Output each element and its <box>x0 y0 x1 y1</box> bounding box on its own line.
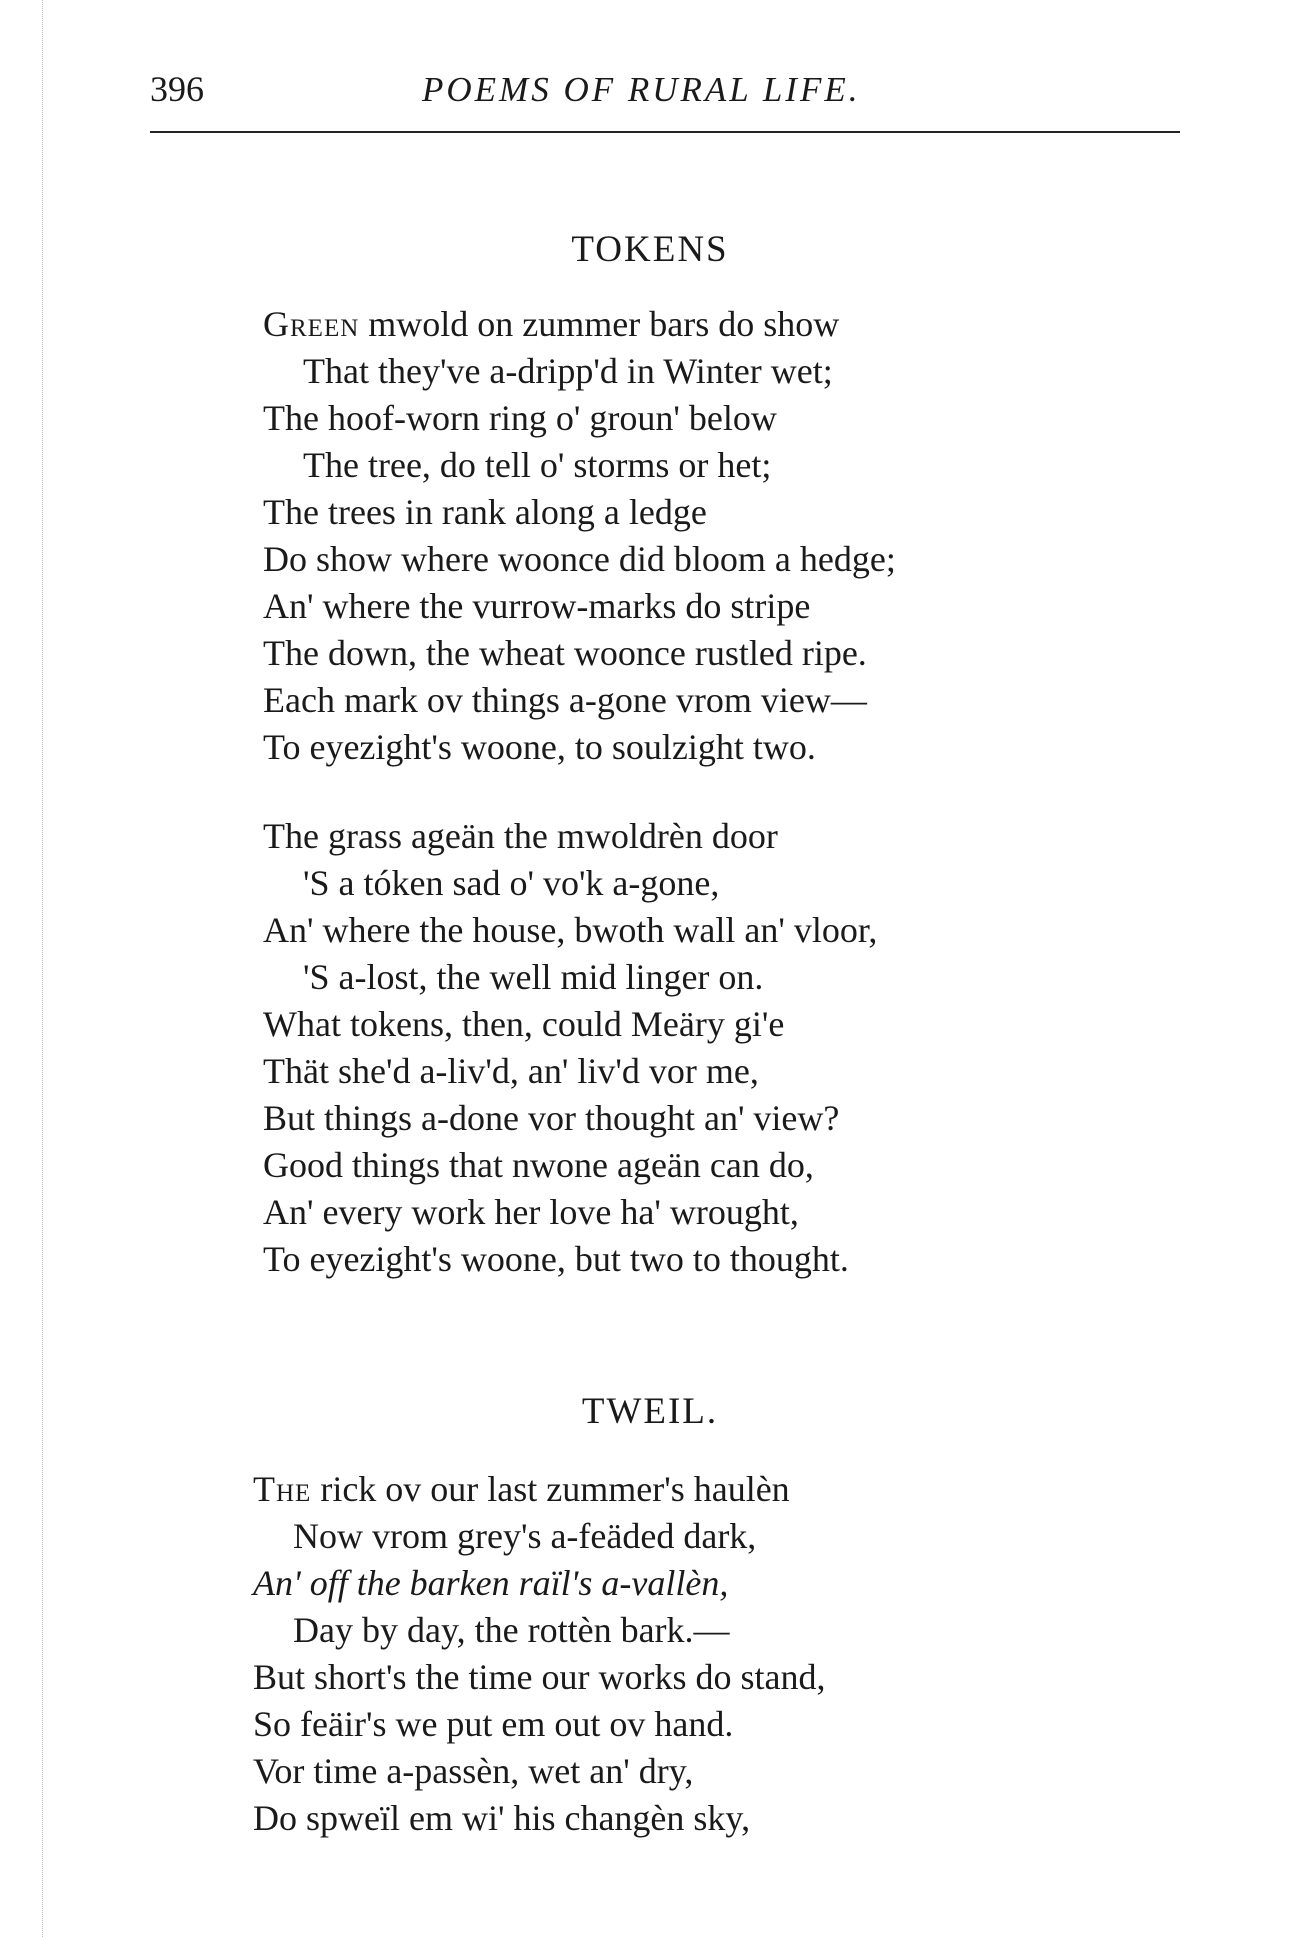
verse-line: The hoof-worn ring o' groun' below <box>263 398 777 438</box>
page-header <box>150 68 1180 128</box>
poem-title-tokens: TOKENS <box>571 229 729 270</box>
verse-line: The rick ov our last zummer's haulèn <box>253 1469 790 1509</box>
verse-line: Do spweïl em wi' his changèn sky, <box>253 1798 751 1838</box>
opening-word: Green <box>263 304 360 344</box>
verse-line: An' off the barken raïl's a-vallèn, <box>253 1563 729 1603</box>
verse-line: Vor time a-passèn, wet an' dry, <box>253 1751 694 1791</box>
verse-line: An' where the house, bwoth wall an' vloor, <box>263 910 878 950</box>
verse-line: 'S a tóken sad o' vo'k a-gone, <box>303 863 720 903</box>
verse-line: 'S a-lost, the well mid linger on. <box>303 957 764 997</box>
verse-line: Day by day, the rottèn bark.— <box>293 1610 730 1650</box>
header-rule <box>150 131 1180 133</box>
page-number: 396 <box>150 69 204 109</box>
verse-line: But things a-done vor thought an' view? <box>263 1098 840 1138</box>
opening-word: The <box>253 1469 312 1509</box>
verse-line: So feäir's we put em out ov hand. <box>253 1704 734 1744</box>
verse-line: The tree, do tell o' storms or het; <box>303 445 772 485</box>
running-title: POEMS OF RURAL LIFE. <box>422 70 861 109</box>
verse-line: Good things that nwone ageän can do, <box>263 1145 814 1185</box>
verse-line: Green mwold on zummer bars do show <box>263 304 840 344</box>
verse-line: An' every work her love ha' wrought, <box>263 1192 799 1232</box>
verse-line: What tokens, then, could Meäry gi'e <box>263 1004 785 1044</box>
verse-line: An' where the vurrow-marks do stripe <box>263 586 811 626</box>
verse-line: Each mark ov things a-gone vrom view— <box>263 680 867 720</box>
verse-line: That they've a-dripp'd in Winter wet; <box>303 351 833 391</box>
verse-line: The grass ageän the mwoldrèn door <box>263 816 778 856</box>
verse-line: To eyezight's woone, to soulzight two. <box>263 727 816 767</box>
verse-line: But short's the time our works do stand, <box>253 1657 826 1697</box>
binding-gutter-line <box>42 0 43 1937</box>
verse-line: Thät she'd a-liv'd, an' liv'd vor me, <box>263 1051 759 1091</box>
verse-line: Now vrom grey's a-feäded dark, <box>293 1516 757 1556</box>
verse-line: To eyezight's woone, but two to thought. <box>263 1239 849 1279</box>
verse-line: The trees in rank along a ledge <box>263 492 707 532</box>
verse-line: The down, the wheat woonce rustled ripe. <box>263 633 867 673</box>
poem-title-tweil: TWEIL. <box>581 1391 719 1432</box>
verse-line: Do show where woonce did bloom a hedge; <box>263 539 896 579</box>
